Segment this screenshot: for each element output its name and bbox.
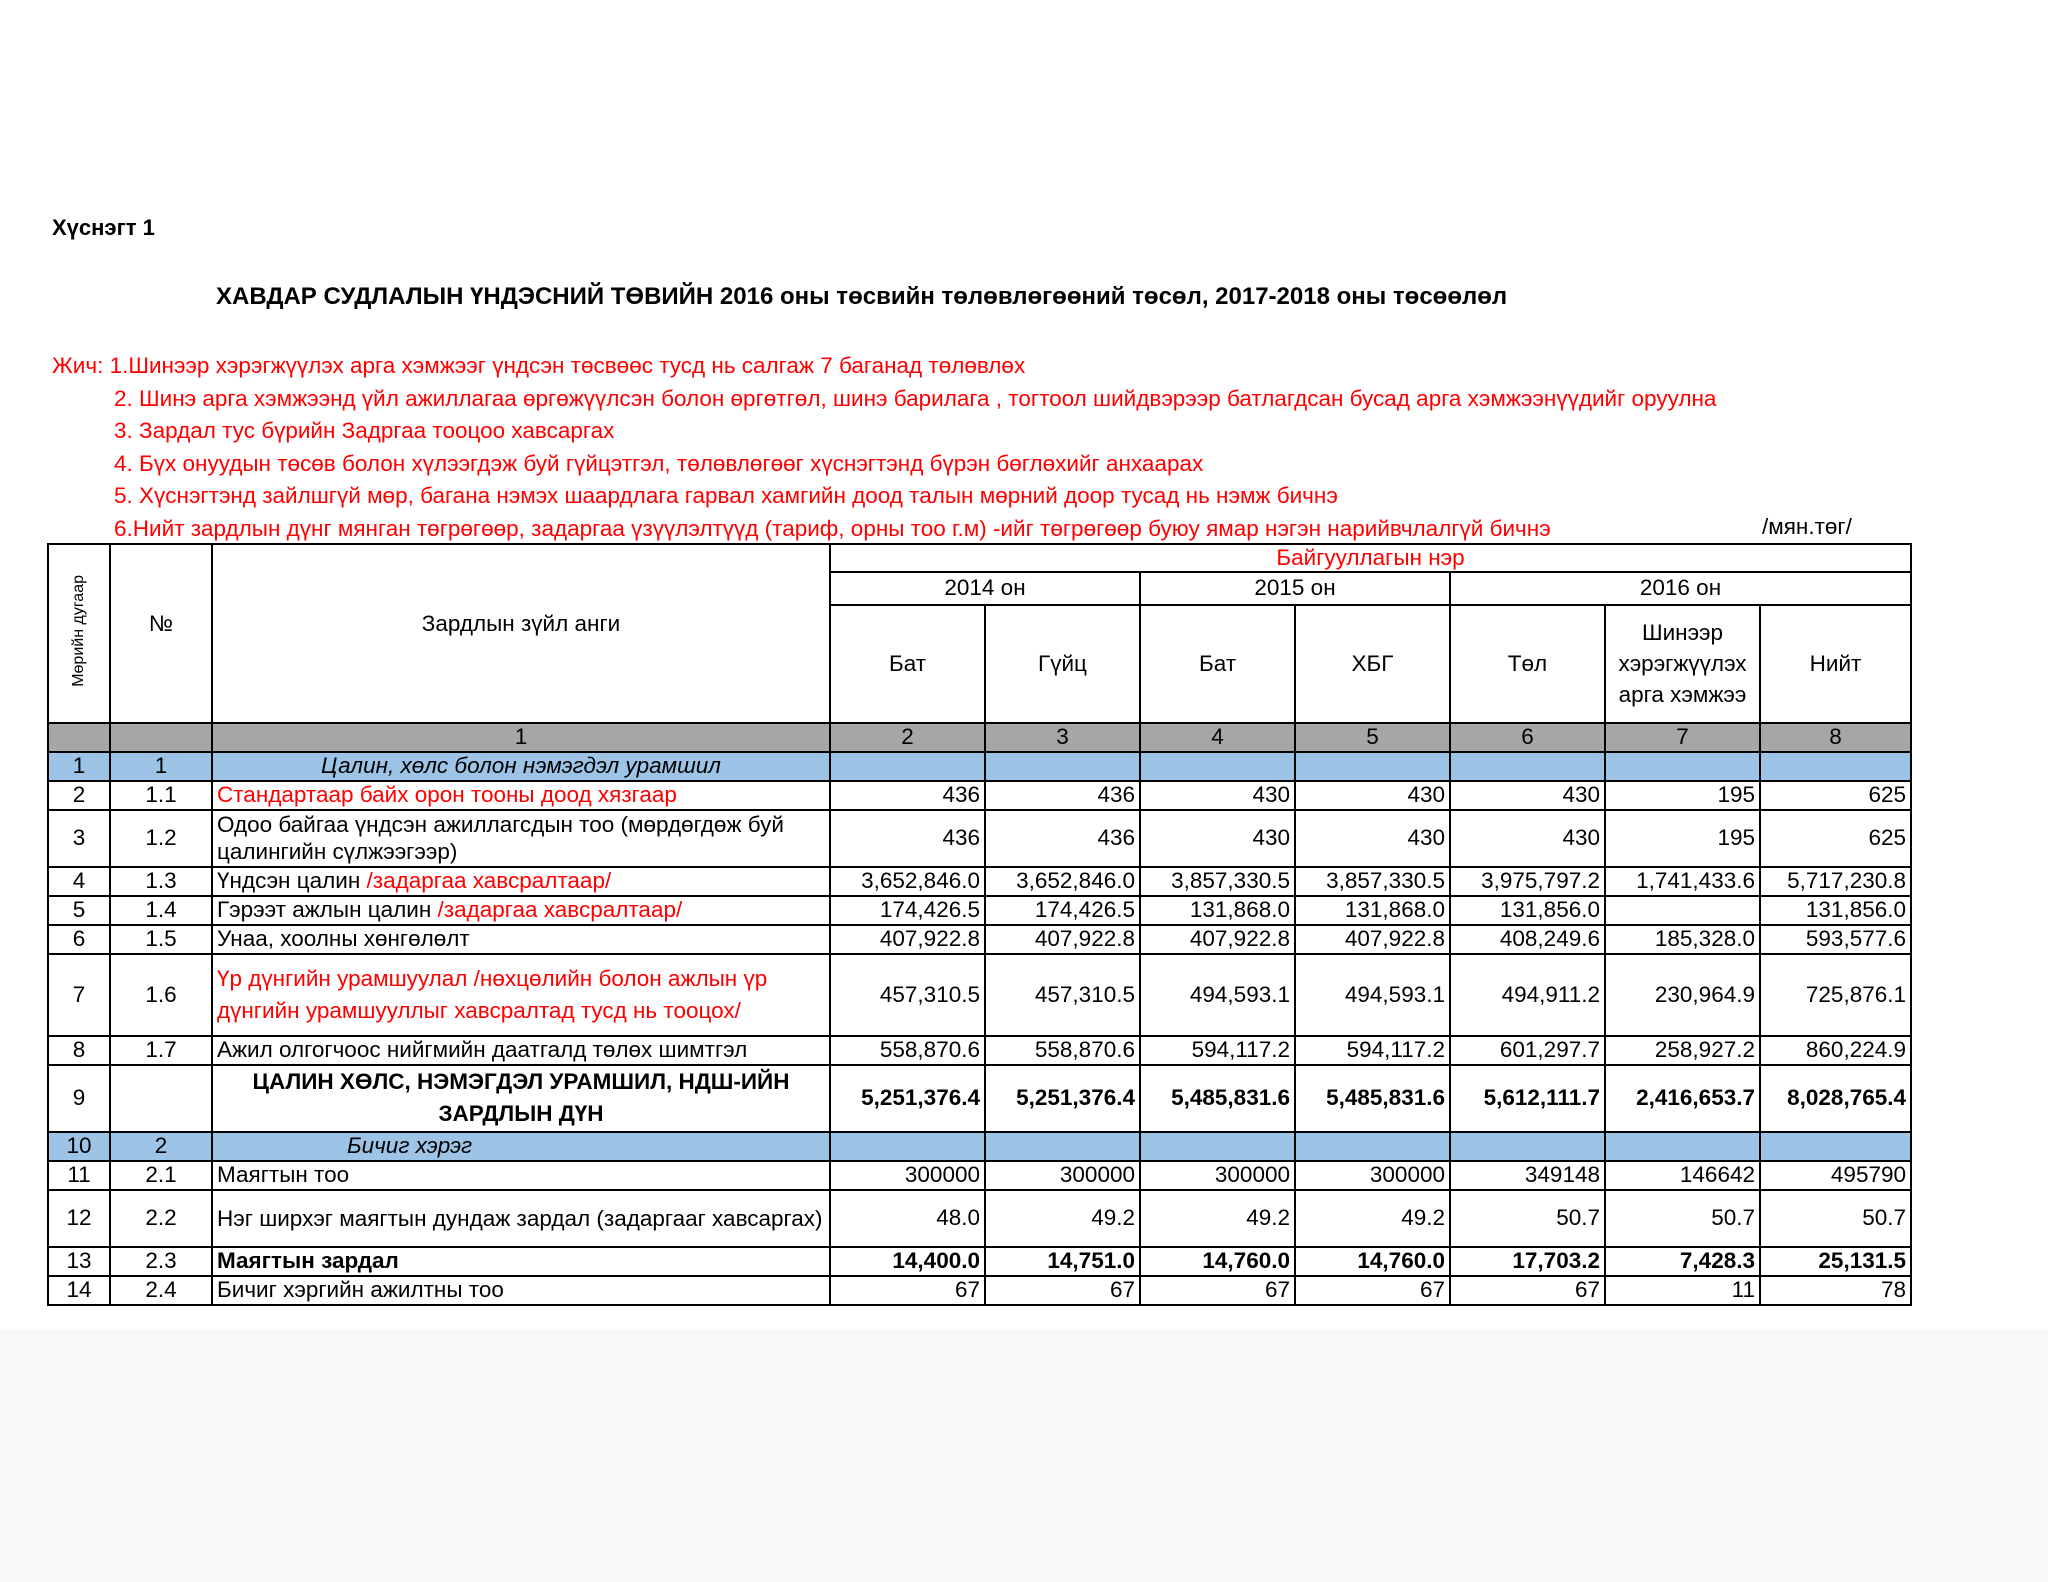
column-number-cell: 8 [1760, 723, 1911, 752]
value-cell: 5,485,831.6 [1140, 1065, 1295, 1132]
value-cell: 3,652,846.0 [985, 867, 1140, 896]
column-number-cell: 4 [1140, 723, 1295, 752]
item-label-text: Үр дүнгийн урамшуулал /нөхцөлийн болон ажлын үр дүнгийн урамшууллыг хавсралтад тусд нь тооцох/ [217, 965, 768, 1023]
table-row [48, 1132, 1911, 1161]
item-label-text: Одоо байгаа үндсэн ажиллагсдын тоо (мөрдөгдөж буй цалингийн сүлжээгээр) [217, 812, 784, 865]
item-label-cell [212, 1247, 830, 1276]
item-label-cell [212, 954, 830, 1036]
value-cell: 174,426.5 [985, 896, 1140, 925]
item-label-cell [212, 752, 830, 781]
value-cell: 495790 [1760, 1161, 1911, 1190]
item-label-cell [212, 896, 830, 925]
value-cell: 50.7 [1760, 1190, 1911, 1247]
item-label-cell [212, 810, 830, 867]
item-label-text: Үндсэн цалин [217, 868, 367, 894]
table-row [48, 1247, 1911, 1276]
value-cell: 5,612,111.7 [1450, 1065, 1605, 1132]
value-cell: 558,870.6 [985, 1036, 1140, 1065]
value-cell: 49.2 [1140, 1190, 1295, 1247]
subcol-header: Төл [1450, 605, 1605, 723]
value-cell [1295, 752, 1450, 781]
value-cell: 625 [1760, 781, 1911, 810]
year-header-2014: 2014 он [830, 572, 1140, 605]
value-cell: 430 [1450, 810, 1605, 867]
table-row [48, 925, 1911, 954]
item-label-text: ЦАЛИН ХӨЛС, НЭМЭГДЭЛ УРАМШИЛ, НДШ-ИЙН ЗАРДЛЫН ДҮН [252, 1069, 790, 1127]
value-cell: 195 [1605, 810, 1760, 867]
value-cell: 50.7 [1450, 1190, 1605, 1247]
value-cell: 1,741,433.6 [1605, 867, 1760, 896]
item-label-note: /задаргаа хавсралтаар/ [366, 868, 612, 894]
item-label-text: Цалин, хөлс болон нэмэгдэл урамшил [321, 753, 721, 779]
value-cell: 67 [1140, 1276, 1295, 1305]
value-cell: 436 [985, 781, 1140, 810]
item-number-cell [110, 1065, 212, 1132]
value-cell: 49.2 [985, 1190, 1140, 1247]
value-cell [985, 1132, 1140, 1161]
note-4: 4. Бүх онуудын төсөв болон хүлээгдэж буй гүйцэтгэл, төлөвлөгөөг хүснэгтэнд бүрэн бөглөхийг анхаарах [114, 450, 1204, 476]
value-cell [1760, 752, 1911, 781]
value-cell: 860,224.9 [1760, 1036, 1911, 1065]
item-label-cell [212, 925, 830, 954]
value-cell: 8,028,765.4 [1760, 1065, 1911, 1132]
value-cell: 594,117.2 [1140, 1036, 1295, 1065]
item-label-cell [212, 1065, 830, 1132]
value-cell: 300000 [1140, 1161, 1295, 1190]
column-number-cell: 5 [1295, 723, 1450, 752]
item-number-cell: 2 [110, 1132, 212, 1161]
value-cell: 50.7 [1605, 1190, 1760, 1247]
table-row [48, 810, 1911, 867]
table-row [48, 781, 1911, 810]
header-row-org [48, 544, 1911, 572]
value-cell: 593,577.6 [1760, 925, 1911, 954]
item-label-cell [212, 867, 830, 896]
subcol-header: Нийт [1760, 605, 1911, 723]
value-cell [1295, 1132, 1450, 1161]
value-cell: 408,249.6 [1450, 925, 1605, 954]
budget-table [47, 543, 1912, 1306]
value-cell: 457,310.5 [830, 954, 985, 1036]
value-cell: 407,922.8 [830, 925, 985, 954]
subcol-header: Шинээр хэрэгжүүлэх арга хэмжээ [1605, 605, 1760, 723]
item-number-cell: 2.1 [110, 1161, 212, 1190]
value-cell [1605, 752, 1760, 781]
note-6: 6.Нийт зардлын дүнг мянган төгрөгөөр, задаргаа үзүүлэлтүүд (тариф, орны тоо г.м) -ийг төгрөгөөр буюу ямар нэгэн нарийвчлалгүй бичнэ [114, 515, 1551, 541]
year-header-2015: 2015 он [1140, 572, 1450, 605]
row-number-cell: 8 [48, 1036, 110, 1065]
value-cell [830, 1132, 985, 1161]
value-cell: 5,251,376.4 [985, 1065, 1140, 1132]
value-cell: 3,857,330.5 [1295, 867, 1450, 896]
item-number-cell: 1.6 [110, 954, 212, 1036]
number-header: № [110, 544, 212, 723]
value-cell: 725,876.1 [1760, 954, 1911, 1036]
value-cell: 67 [985, 1276, 1140, 1305]
table-row [48, 1276, 1911, 1305]
table-row [48, 896, 1911, 925]
row-number-cell: 3 [48, 810, 110, 867]
value-cell: 78 [1760, 1276, 1911, 1305]
value-cell: 494,593.1 [1295, 954, 1450, 1036]
row-number-cell: 13 [48, 1247, 110, 1276]
subcol-header: Бат [1140, 605, 1295, 723]
value-cell: 49.2 [1295, 1190, 1450, 1247]
table-row [48, 1190, 1911, 1247]
item-label-cell [212, 1036, 830, 1065]
value-cell: 625 [1760, 810, 1911, 867]
column-number-row [48, 723, 1911, 752]
value-cell [1140, 752, 1295, 781]
column-number-cell: 7 [1605, 723, 1760, 752]
column-number-cell: 3 [985, 723, 1140, 752]
table-row [48, 1036, 1911, 1065]
item-label-text: Маягтын зардал [217, 1248, 399, 1274]
unit-label: /мян.төг/ [1762, 514, 1852, 539]
value-cell: 2,416,653.7 [1605, 1065, 1760, 1132]
item-number-cell: 1.1 [110, 781, 212, 810]
value-cell: 67 [1450, 1276, 1605, 1305]
value-cell: 17,703.2 [1450, 1247, 1605, 1276]
item-number-cell: 1.2 [110, 810, 212, 867]
note-3: 3. Зардал тус бүрийн Задргаа тооцоо хавсаргах [114, 418, 615, 444]
table-row [48, 867, 1911, 896]
item-label-text: Гэрээт ажлын цалин [217, 897, 438, 923]
item-label-note: /задаргаа хавсралтаар/ [437, 897, 683, 923]
document-title: ХАВДАР СУДЛАЛЫН ҮНДЭСНИЙ ТӨВИЙН 2016 оны төсвийн төлөвлөгөөний төсөл, 2017-2018 оны төсөөлөл [216, 283, 1508, 310]
value-cell: 25,131.5 [1760, 1247, 1911, 1276]
value-cell: 185,328.0 [1605, 925, 1760, 954]
value-cell [830, 752, 985, 781]
table-label: Хүснэгт 1 [52, 215, 155, 240]
item-label-cell [212, 1190, 830, 1247]
value-cell: 67 [1295, 1276, 1450, 1305]
row-number-cell: 14 [48, 1276, 110, 1305]
value-cell [1605, 1132, 1760, 1161]
value-cell: 131,856.0 [1450, 896, 1605, 925]
value-cell: 436 [985, 810, 1140, 867]
note-5: 5. Хүснэгтэнд зайлшгүй мөр, багана нэмэх шаардлага гарвал хамгийн доод талын мөрний доор тусад нь нэмж бичнэ [114, 483, 1338, 509]
value-cell: 430 [1450, 781, 1605, 810]
item-label-text: Бичиг хэргийн ажилтны тоо [217, 1277, 504, 1303]
page-bottom-background [0, 1330, 2048, 1582]
value-cell: 14,760.0 [1140, 1247, 1295, 1276]
value-cell: 300000 [1295, 1161, 1450, 1190]
table-row [48, 954, 1911, 1036]
value-cell: 430 [1295, 781, 1450, 810]
value-cell: 14,400.0 [830, 1247, 985, 1276]
organization-header: Байгууллагын нэр [830, 544, 1911, 572]
value-cell: 407,922.8 [1295, 925, 1450, 954]
item-number-cell: 1.3 [110, 867, 212, 896]
item-label-text: Бичиг хэрэг [347, 1133, 473, 1159]
value-cell: 174,426.5 [830, 896, 985, 925]
year-header-2016: 2016 он [1450, 572, 1911, 605]
column-number-cell: 6 [1450, 723, 1605, 752]
item-number-cell: 2.4 [110, 1276, 212, 1305]
value-cell: 195 [1605, 781, 1760, 810]
value-cell: 494,911.2 [1450, 954, 1605, 1036]
row-number-cell: 12 [48, 1190, 110, 1247]
value-cell: 407,922.8 [985, 925, 1140, 954]
notes-block [52, 350, 1716, 546]
row-number-cell: 4 [48, 867, 110, 896]
item-label-cell [212, 781, 830, 810]
item-label-text: Ажил олгогчоос нийгмийн даатгалд төлөх шимтгэл [217, 1037, 748, 1063]
value-cell: 349148 [1450, 1161, 1605, 1190]
value-cell: 436 [830, 781, 985, 810]
item-header: Зардлын зүйл анги [212, 544, 830, 723]
table-row [48, 752, 1911, 781]
value-cell: 230,964.9 [1605, 954, 1760, 1036]
value-cell: 594,117.2 [1295, 1036, 1450, 1065]
row-number-cell: 6 [48, 925, 110, 954]
value-cell [985, 752, 1140, 781]
row-number-cell: 10 [48, 1132, 110, 1161]
value-cell: 558,870.6 [830, 1036, 985, 1065]
value-cell: 5,717,230.8 [1760, 867, 1911, 896]
item-label-text: Стандартаар байх орон тооны доод хязгаар [217, 782, 677, 808]
value-cell: 14,760.0 [1295, 1247, 1450, 1276]
value-cell [1140, 1132, 1295, 1161]
value-cell: 457,310.5 [985, 954, 1140, 1036]
value-cell [1605, 896, 1760, 925]
value-cell [1450, 1132, 1605, 1161]
value-cell: 436 [830, 810, 985, 867]
value-cell: 300000 [830, 1161, 985, 1190]
value-cell: 258,927.2 [1605, 1036, 1760, 1065]
row-number-header: Мөрийн дугаар [48, 544, 110, 723]
note-2: 2. Шинэ арга хэмжээнд үйл ажиллагаа өргөжүүлсэн болон өргөтгөл, шинэ барилага , тогтоол шийдвэрээр батлагдсан бусад арга хэмжээнүүдийг оруулна [114, 385, 1717, 411]
column-number-cell [110, 723, 212, 752]
value-cell: 407,922.8 [1140, 925, 1295, 954]
column-number-cell: 1 [212, 723, 830, 752]
value-cell: 601,297.7 [1450, 1036, 1605, 1065]
value-cell: 131,868.0 [1295, 896, 1450, 925]
row-number-cell: 7 [48, 954, 110, 1036]
value-cell: 430 [1140, 781, 1295, 810]
row-number-cell: 2 [48, 781, 110, 810]
row-number-cell: 5 [48, 896, 110, 925]
item-label-cell [212, 1132, 830, 1161]
table-row [48, 1065, 1911, 1132]
value-cell: 146642 [1605, 1161, 1760, 1190]
row-number-cell: 9 [48, 1065, 110, 1132]
value-cell: 430 [1295, 810, 1450, 867]
value-cell [1450, 752, 1605, 781]
value-cell: 3,857,330.5 [1140, 867, 1295, 896]
row-number-cell: 11 [48, 1161, 110, 1190]
subcol-header: ХБГ [1295, 605, 1450, 723]
value-cell: 48.0 [830, 1190, 985, 1247]
value-cell: 5,485,831.6 [1295, 1065, 1450, 1132]
column-number-cell [48, 723, 110, 752]
value-cell: 494,593.1 [1140, 954, 1295, 1036]
item-label-text: Маягтын тоо [217, 1162, 350, 1188]
subcol-header: Гүйц [985, 605, 1140, 723]
item-number-cell: 1.4 [110, 896, 212, 925]
item-label-cell [212, 1276, 830, 1305]
value-cell: 14,751.0 [985, 1247, 1140, 1276]
item-label-text: Унаа, хоолны хөнгөлөлт [217, 926, 470, 952]
note-1: Жич: 1.Шинээр хэрэгжүүлэх арга хэмжээг үндсэн төсвөөс тусд нь салгаж 7 баганад төлөвлөх [52, 353, 1026, 378]
value-cell: 131,868.0 [1140, 896, 1295, 925]
item-number-cell: 1.7 [110, 1036, 212, 1065]
value-cell: 7,428.3 [1605, 1247, 1760, 1276]
value-cell: 300000 [985, 1161, 1140, 1190]
column-number-cell: 2 [830, 723, 985, 752]
table-row [48, 1161, 1911, 1190]
value-cell: 11 [1605, 1276, 1760, 1305]
value-cell [1760, 1132, 1911, 1161]
row-number-cell: 1 [48, 752, 110, 781]
item-label-cell [212, 1161, 830, 1190]
subcol-header: Бат [830, 605, 985, 723]
value-cell: 67 [830, 1276, 985, 1305]
value-cell: 3,975,797.2 [1450, 867, 1605, 896]
item-label-text: Нэг ширхэг маягтын дундаж зардал (задаргааг хавсаргах) [217, 1205, 823, 1231]
value-cell: 430 [1140, 810, 1295, 867]
value-cell: 131,856.0 [1760, 896, 1911, 925]
item-number-cell: 1 [110, 752, 212, 781]
value-cell: 3,652,846.0 [830, 867, 985, 896]
item-number-cell: 2.2 [110, 1190, 212, 1247]
item-number-cell: 2.3 [110, 1247, 212, 1276]
value-cell: 5,251,376.4 [830, 1065, 985, 1132]
item-number-cell: 1.5 [110, 925, 212, 954]
